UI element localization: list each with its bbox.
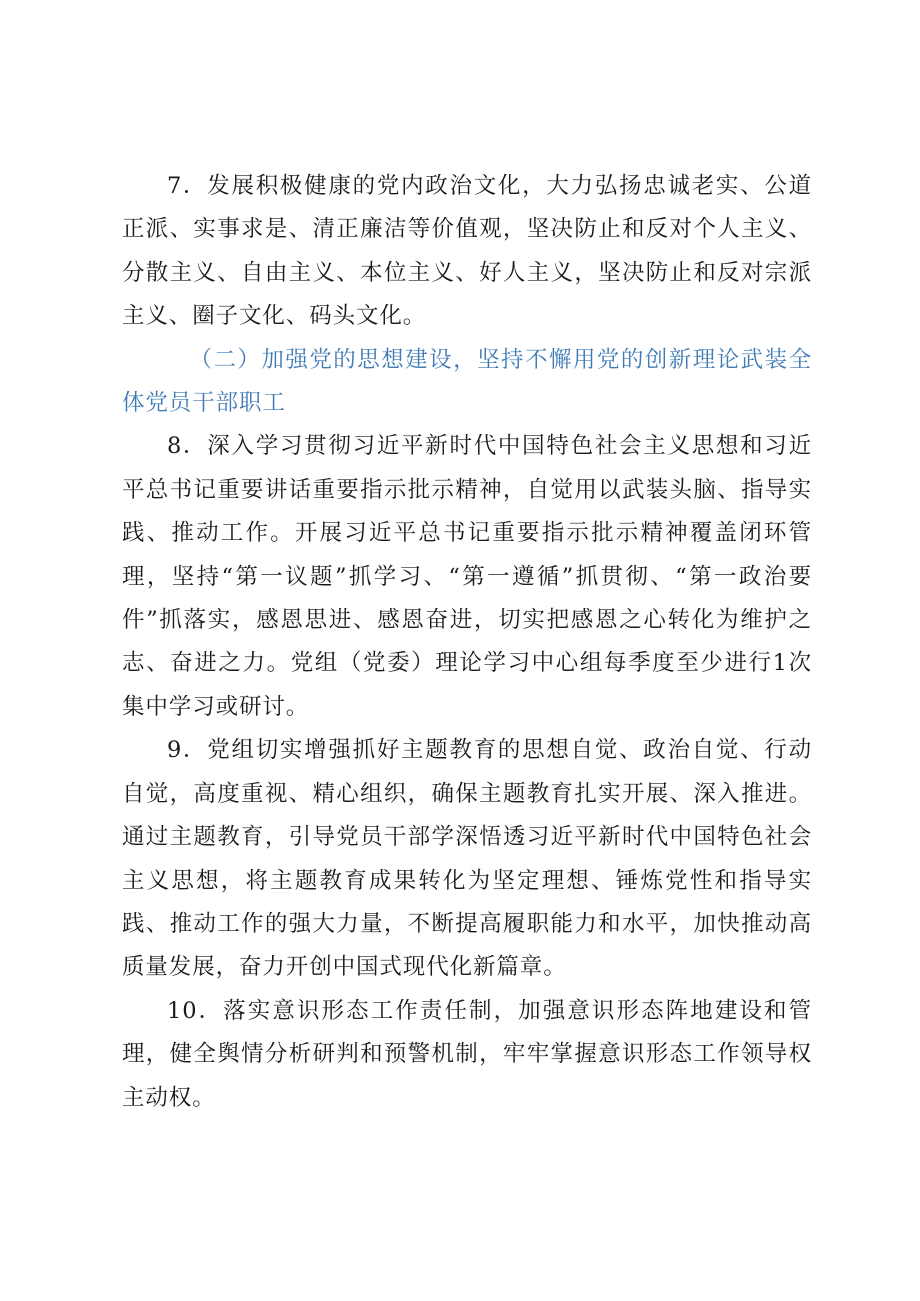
paragraph-8: 8．深入学习贯彻习近平新时代中国特色社会主义思想和习近平总书记重要讲话重要指示批示精神，自觉用以武装头脑、指导实践、推动工作。开展习近平总书记重要指示批示精神覆盖闭环管理，坚持“第一议题”抓学习、“第一遵循”抓贯彻、“第一政治要件”抓落实，感恩思进、感恩奋进，切实把感恩之心转化为维护之志、奋进之力。党组（党委）理论学习中心组每季度至少进行1次集中学习或研讨。 bbox=[122, 433, 812, 720]
section-heading-2: （二）加强党的思想建设，坚持不懈用党的创新理论武装全体党员干部职工 bbox=[122, 346, 812, 417]
paragraph-9: 9．党组切实增强抓好主题教育的思想自觉、政治自觉、行动自觉，高度重视、精心组织，确保主题教育扎实开展、深入推进。通过主题教育，引导党员干部学深悟透习近平新时代中国特色社会主义思想，将主题教育成果转化为坚定理想、锤炼党性和指导实践、推动工作的强大力量，不断提高履职能力和水平，加快推动高质量发展，奋力开创中国式现代化新篇章。 bbox=[122, 737, 812, 981]
paragraph-7: 7．发展积极健康的党内政治文化，大力弘扬忠诚老实、公道正派、实事求是、清正廉洁等价值观，坚决防止和反对个人主义、分散主义、自由主义、本位主义、好人主义，坚决防止和反对宗派主义、圈子文化、码头文化。 bbox=[122, 173, 812, 330]
document-body bbox=[122, 165, 812, 1120]
paragraph-10: 10．落实意识形态工作责任制，加强意识形态阵地建设和管理，健全舆情分析研判和预警机制，牢牢掌握意识形态工作领导权主动权。 bbox=[122, 997, 812, 1111]
